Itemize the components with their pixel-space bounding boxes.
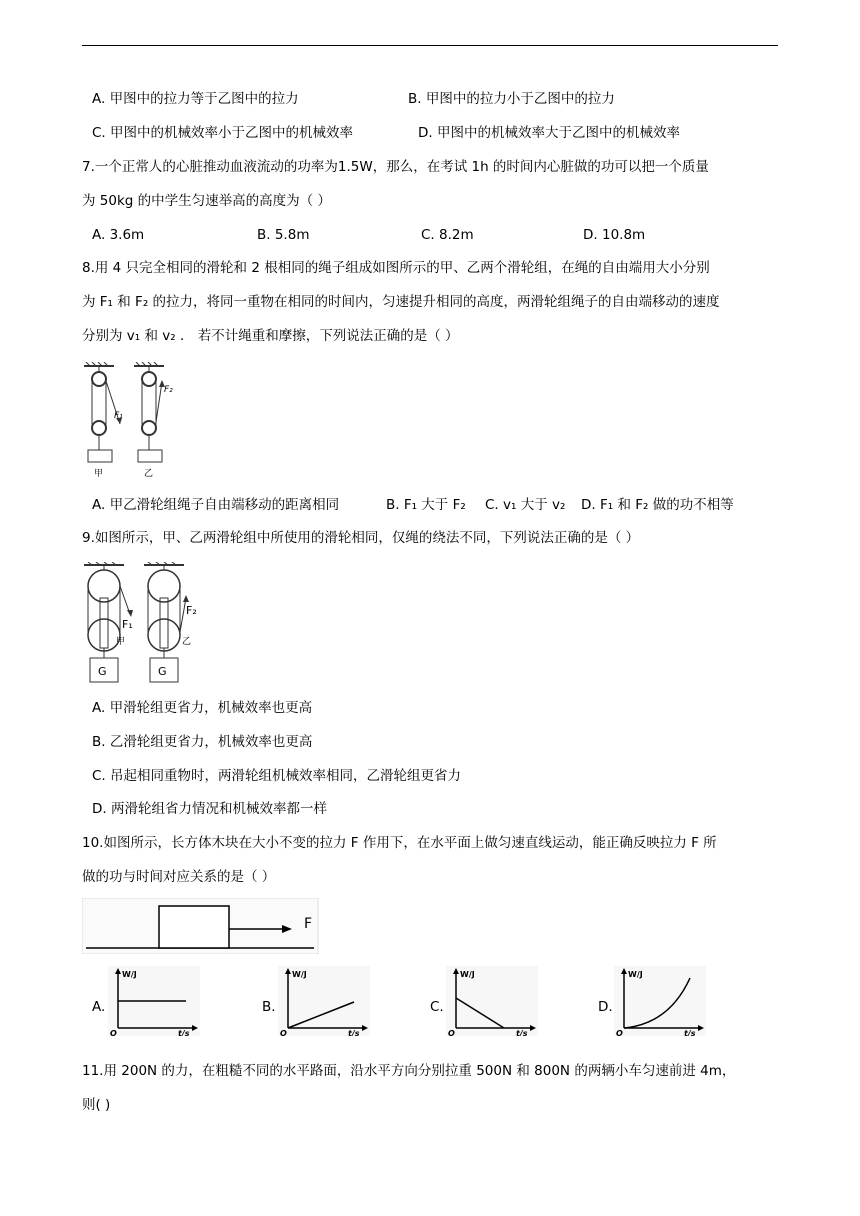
q7-option-d: D. 10.8m (583, 227, 646, 243)
header-rule (82, 45, 778, 46)
q10-graph-b-xlabel: t/s (348, 1029, 360, 1036)
q8-f1-label: F₁ (114, 411, 123, 421)
q10-graph-a (108, 966, 200, 1036)
q8-weight-right (138, 450, 162, 462)
q9-rope-free-end-left (120, 586, 130, 614)
q8-label-yi: 乙 (144, 469, 154, 479)
q6-option-d: D. 甲图中的机械效率大于乙图中的机械效率 (418, 125, 680, 141)
q10-option-b: B. (262, 999, 276, 1015)
q8-pulley-fixed-right (142, 372, 156, 386)
q10-graph-b-origin: O (280, 1029, 287, 1036)
q8-option-b: B. F₁ 大于 F₂ (386, 497, 466, 513)
q9-option-a: A. 甲滑轮组更省力，机械效率也更高 (92, 700, 313, 716)
q9-weight-left-label: G (98, 665, 107, 678)
q9-f1-label: F₁ (122, 618, 133, 631)
q8-pulley-movable-left (92, 421, 106, 435)
q9-frame-right (160, 598, 168, 648)
q7-option-c: C. 8.2m (421, 227, 474, 243)
q6-option-b: B. 甲图中的拉力小于乙图中的拉力 (408, 91, 615, 107)
q7-option-a: A. 3.6m (92, 227, 145, 243)
q8-option-a: A. 甲乙滑轮组绳子自由端移动的距离相同 (92, 497, 340, 513)
q9-ceiling-right (144, 562, 184, 565)
q8-rope-free-end-right (156, 382, 162, 422)
q8-pulley-movable-right (142, 421, 156, 435)
q8-f2-label: F₂ (164, 385, 173, 395)
q9-frame-left (100, 598, 108, 648)
q9-pulley-fixed-right (148, 570, 180, 602)
q9-pulley-figure (82, 562, 202, 686)
q10-force-label: F (304, 916, 313, 932)
q8-pulley-fixed-left (92, 372, 106, 386)
q7-stem-line-2: 为 50kg 的中学生匀速举高的高度为（ ） (82, 193, 331, 209)
q10-stem-line-2: 做的功与时间对应关系的是（ ） (82, 869, 276, 885)
q10-graph-c (446, 966, 538, 1036)
q7-option-b: B. 5.8m (257, 227, 310, 243)
q6-option-a: A. 甲图中的拉力等于乙图中的拉力 (92, 91, 299, 107)
q8-label-jia: 甲 (94, 469, 104, 479)
q9-label-yi: 乙 (182, 637, 192, 647)
q9-stem-line-1: 9.如图所示，甲、乙两滑轮组中所使用的滑轮相同，仅绳的绕法不同，下列说法正确的是（ ） (82, 530, 640, 546)
q10-graph-d-xlabel: t/s (684, 1029, 696, 1036)
q8-stem-line-1: 8.用 4 只完全相同的滑轮和 2 根相同的绳子组成如图所示的甲、乙两个滑轮组，在绳的自由端用大小分别 (82, 260, 710, 276)
q11-stem-line-1: 11.用 200N 的力，在粗糙不同的水平路面，沿水平方向分别拉重 500N 和 800N 的两辆小车匀速前进 4m， (82, 1063, 736, 1079)
q9-ceiling-left (84, 562, 124, 565)
q10-stem-line-1: 10.如图所示，长方体木块在大小不变的拉力 F 作用下，在水平面上做匀速直线运动，能正确反映拉力 F 所 (82, 835, 717, 851)
q10-graph-c-xlabel: t/s (516, 1029, 528, 1036)
q8-option-d: D. F₁ 和 F₂ 做的功不相等 (581, 497, 734, 513)
q10-block-figure (82, 898, 322, 954)
q10-graph-d (614, 966, 706, 1036)
q10-option-a: A. (92, 999, 106, 1015)
q8-option-c: C. v₁ 大于 v₂ (485, 497, 566, 513)
q9-option-d: D. 两滑轮组省力情况和机械效率都一样 (92, 801, 327, 817)
q9-weight-right-label: G (158, 665, 167, 678)
q9-pulley-movable-right (148, 619, 180, 651)
q10-graph-b-ylabel: W/J (292, 970, 307, 979)
q9-f2-label: F₂ (186, 604, 197, 617)
q10-graph-c-origin: O (448, 1029, 455, 1036)
q8-ceiling-left (84, 362, 114, 366)
q9-label-jia: 甲 (116, 637, 126, 647)
q10-graph-a-xlabel: t/s (178, 1029, 190, 1036)
q8-stem-line-3: 分别为 v₁ 和 v₂ ． 若不计绳重和摩擦，下列说法正确的是（ ） (82, 328, 459, 344)
q10-graph-d-origin: O (616, 1029, 623, 1036)
q10-graph-d-ylabel: W/J (628, 970, 643, 979)
q10-graph-a-origin: O (110, 1029, 117, 1036)
q10-wood-block (159, 906, 229, 948)
q10-option-d: D. (598, 999, 613, 1015)
q8-pulley-figure (82, 362, 182, 482)
q10-graph-a-ylabel: W/J (122, 970, 137, 979)
q9-option-b: B. 乙滑轮组更省力，机械效率也更高 (92, 734, 313, 750)
q8-weight-left (88, 450, 112, 462)
q6-option-c: C. 甲图中的机械效率小于乙图中的机械效率 (92, 125, 354, 141)
q11-stem-line-2: 则( ) (82, 1097, 111, 1113)
q10-graph-b (278, 966, 370, 1036)
q7-stem-line-1: 7.一个正常人的心脏推动血液流动的功率为1.5W，那么，在考试 1h 的时间内心脏做的功可以把一个质量 (82, 159, 709, 175)
q9-option-c: C. 吊起相同重物时，两滑轮组机械效率相同，乙滑轮组更省力 (92, 768, 462, 784)
q8-stem-line-2: 为 F₁ 和 F₂ 的拉力，将同一重物在相同的时间内，匀速提升相同的高度，两滑轮组绳子的自由端移动的速度 (82, 294, 720, 310)
q10-option-c: C. (430, 999, 444, 1015)
q10-graph-c-ylabel: W/J (460, 970, 475, 979)
q8-ceiling-right (134, 362, 164, 366)
q9-pulley-fixed-left (88, 570, 120, 602)
